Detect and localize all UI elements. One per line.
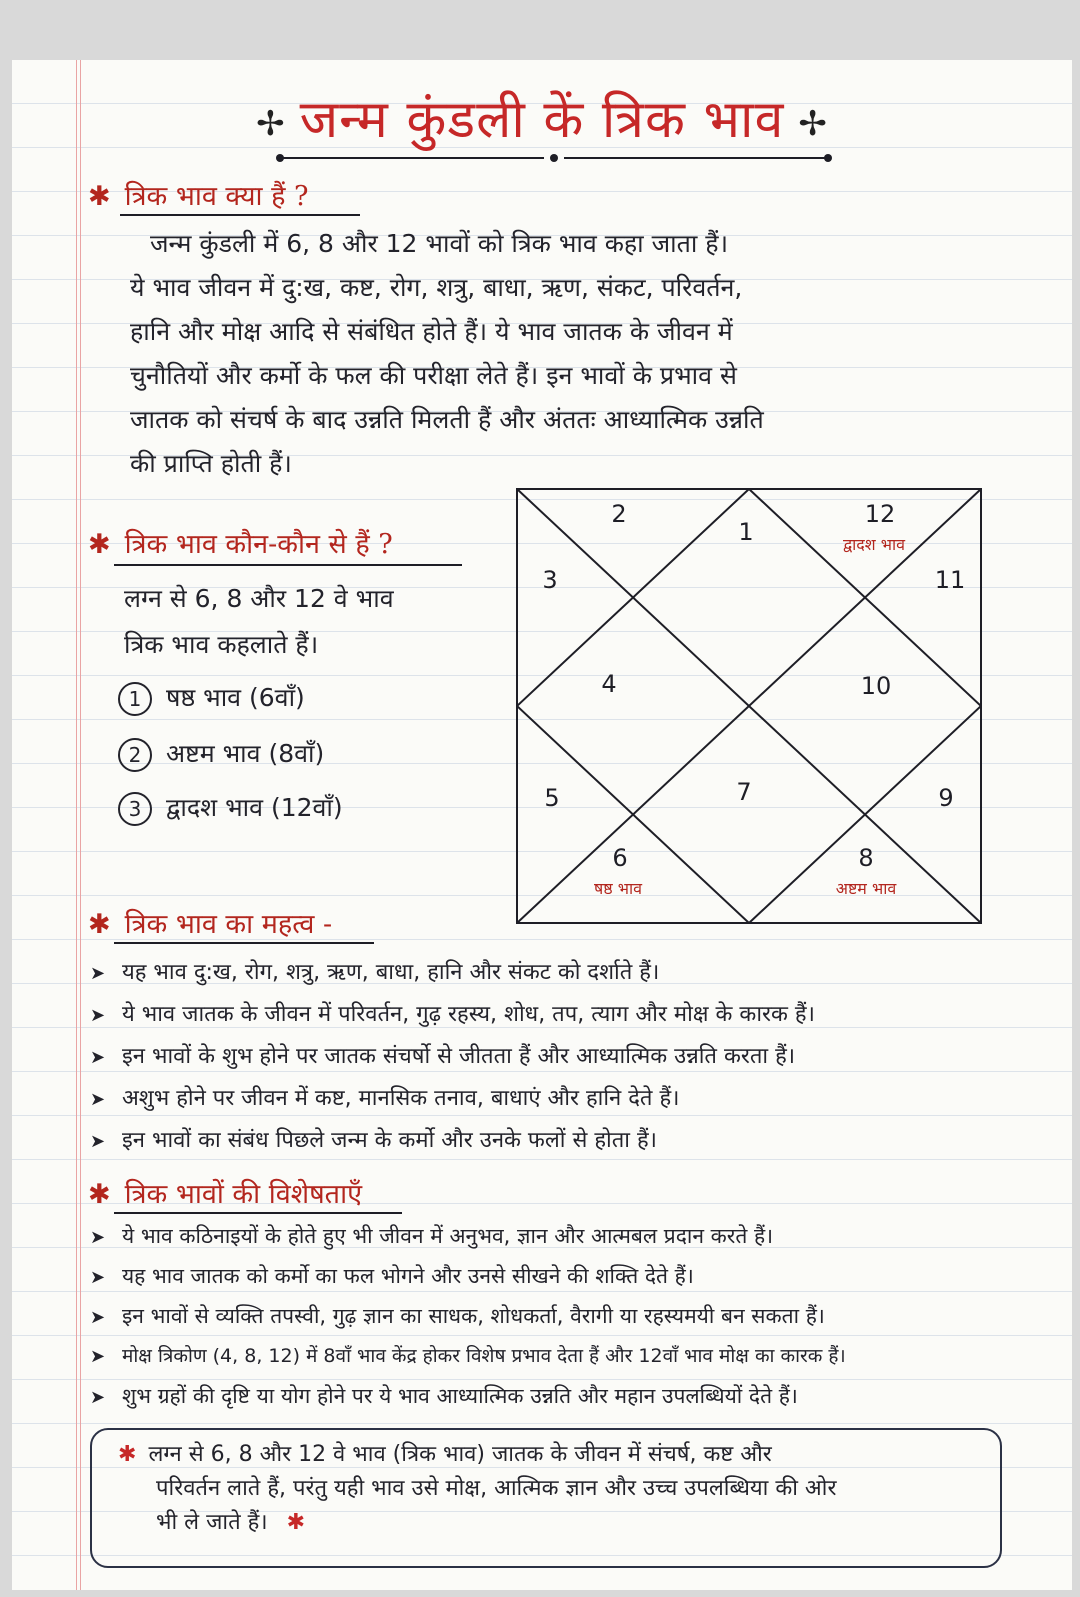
list-item xyxy=(90,1256,1050,1296)
house-8: 8 xyxy=(858,844,874,872)
house-4: 4 xyxy=(601,670,617,698)
list-item-text: इन भावों से व्यक्ति तपस्वी, गुढ़ ज्ञान का साधक, शोधकर्ता, वैरागी या रहस्यमयी बन सकता हैं। xyxy=(122,1304,825,1328)
star-icon: ✱ xyxy=(286,1510,306,1535)
list-item-text: यह भाव जातक को कर्मो का फल भोगने और उनसे सीखने की शक्ति देते हैं। xyxy=(122,1264,694,1288)
heading-text: त्रिक भाव क्या हैं ? xyxy=(124,181,309,212)
note-text: लग्न से 6, 8 और 12 वे भाव (त्रिक भाव) जातक के जीवन में संचर्ष, कष्ट और xyxy=(148,1442,772,1467)
section-heading-features xyxy=(88,1174,362,1211)
arrow-bullet-icon: ➤ xyxy=(90,1267,106,1288)
house-1: 1 xyxy=(738,518,754,546)
arrow-bullet-icon: ➤ xyxy=(90,1131,106,1152)
list-item xyxy=(90,994,1050,1036)
house-9: 9 xyxy=(938,784,954,812)
house-11: 11 xyxy=(934,566,966,594)
list-item xyxy=(90,1120,1050,1162)
arrow-bullet-icon: ➤ xyxy=(90,963,106,984)
list-item xyxy=(90,1376,1050,1416)
paragraph-line: ये भाव जीवन में दु:ख, कष्ट, रोग, शत्रु, बाधा, ऋण, संकट, परिवर्तन, xyxy=(130,273,743,302)
arrow-bullet-icon: ➤ xyxy=(90,1089,106,1110)
arrow-bullet-icon: ➤ xyxy=(90,1387,106,1408)
house-5: 5 xyxy=(544,784,560,812)
arrow-bullet-icon: ➤ xyxy=(90,1005,106,1026)
heading-underline xyxy=(114,1212,402,1214)
list-item-text: अष्टम भाव (8वाँ) xyxy=(166,739,325,768)
house-12-label: द्वादश भाव xyxy=(842,535,906,554)
star-icon: ✱ xyxy=(88,529,111,560)
house-6: 6 xyxy=(612,844,628,872)
page-title-text: जन्म कुंडली कें त्रिक भाव xyxy=(299,90,785,150)
intro-paragraph xyxy=(130,222,990,486)
house-6-label: षष्ठ भाव xyxy=(593,879,643,898)
title-underline xyxy=(274,152,834,164)
list-item-text: ये भाव कठिनाइयों के होते हुए भी जीवन में अनुभव, ज्ञान और आत्मबल प्रदान करते हैं। xyxy=(122,1224,774,1248)
intro-line: त्रिक भाव कहलाते हैं। xyxy=(124,630,319,659)
paragraph-line: जन्म कुंडली में 6, 8 और 12 भावों को त्रिक भाव कहा जाता हैं। xyxy=(150,229,729,258)
heading-text: त्रिक भाव कौन-कौन से हैं ? xyxy=(124,529,393,560)
heading-underline xyxy=(120,214,360,216)
list-item-text: शुभ ग्रहों की दृष्टि या योग होने पर ये भाव आध्यात्मिक उन्नति और महान उपलब्धियों देते हैं। xyxy=(122,1384,798,1408)
section-heading-what xyxy=(88,176,309,213)
list-item xyxy=(118,790,343,826)
notebook-page xyxy=(12,60,1072,1590)
house-10: 10 xyxy=(860,672,892,700)
paragraph-line: जातक को संचर्ष के बाद उन्नति मिलती हैं और अंततः आध्यात्मिक उन्नति xyxy=(130,405,764,434)
heading-text: त्रिक भावों की विशेषताएँ xyxy=(124,1179,362,1210)
list-item-text: यह भाव दु:ख, रोग, शत्रु, ऋण, बाधा, हानि और संकट को दर्शाते हैं। xyxy=(122,960,660,985)
note-line xyxy=(118,1438,976,1472)
list-item xyxy=(90,1036,1050,1078)
heading-text: त्रिक भाव का महत्व - xyxy=(124,909,333,940)
section-heading-importance xyxy=(88,904,332,941)
star-icon: ✱ xyxy=(88,1179,111,1210)
which-intro xyxy=(124,576,504,668)
list-item-text: अशुभ होने पर जीवन में कष्ट, मानसिक तनाव, बाधाएं और हानि देते हैं। xyxy=(122,1086,680,1111)
arrow-bullet-icon: ➤ xyxy=(90,1346,106,1367)
ornament-icon: ✢ xyxy=(798,103,828,144)
list-item-text: इन भावों का संबंध पिछले जन्म के कर्मो और उनके फलों से होता हैं। xyxy=(122,1128,657,1153)
list-item xyxy=(90,952,1050,994)
list-item xyxy=(90,1336,1050,1376)
list-item xyxy=(90,1296,1050,1336)
title-block xyxy=(12,82,1072,153)
number-circle: 2 xyxy=(118,738,152,772)
star-icon: ✱ xyxy=(88,909,111,940)
list-item xyxy=(118,680,305,716)
importance-list xyxy=(90,952,1050,1162)
margin-line xyxy=(76,60,77,1590)
list-item-text: द्वादश भाव (12वाँ) xyxy=(166,793,343,822)
paragraph-line: हानि और मोक्ष आदि से संबंधित होते हैं। ये भाव जातक के जीवन में xyxy=(130,317,733,346)
features-list xyxy=(90,1216,1050,1416)
house-7: 7 xyxy=(736,778,752,806)
list-item xyxy=(118,736,324,772)
ornament-icon: ✢ xyxy=(256,103,286,144)
paragraph-line: चुनौतियों और कर्मो के फल की परीक्षा लेते हैं। इन भावों के प्रभाव से xyxy=(130,361,737,390)
number-circle: 1 xyxy=(118,682,152,716)
star-icon: ✱ xyxy=(88,181,111,212)
star-icon: ✱ xyxy=(118,1442,137,1467)
house-8-label: अष्टम भाव xyxy=(835,879,897,898)
page-title xyxy=(242,82,842,153)
summary-note xyxy=(90,1428,1002,1568)
list-item-text: इन भावों के शुभ होने पर जातक संचर्षो से जीतता हैं और आध्यात्मिक उन्नति करता हैं। xyxy=(122,1044,796,1069)
heading-underline xyxy=(114,942,374,944)
list-item-text: ये भाव जातक के जीवन में परिवर्तन, गुढ़ रहस्य, शोध, तप, त्याग और मोक्ष के कारक हैं। xyxy=(122,1002,815,1027)
note-text: भी ले जाते हैं। xyxy=(156,1510,268,1535)
number-circle: 3 xyxy=(118,792,152,826)
house-2: 2 xyxy=(611,500,627,528)
note-line xyxy=(118,1506,976,1540)
list-item-text: मोक्ष त्रिकोण (4, 8, 12) में 8वाँ भाव केंद्र होकर विशेष प्रभाव देता हैं और 12वाँ भाव मोक्ष का कारक हैं। xyxy=(122,1345,846,1367)
list-item xyxy=(90,1216,1050,1256)
heading-underline xyxy=(114,564,462,566)
arrow-bullet-icon: ➤ xyxy=(90,1227,106,1248)
arrow-bullet-icon: ➤ xyxy=(90,1047,106,1068)
note-line: परिवर्तन लाते हैं, परंतु यही भाव उसे मोक्ष, आत्मिक ज्ञान और उच्च उपलब्धिया की ओर xyxy=(156,1476,837,1501)
intro-line: लग्न से 6, 8 और 12 वे भाव xyxy=(124,584,394,613)
house-3: 3 xyxy=(542,566,558,594)
margin-line xyxy=(80,60,81,1590)
list-item xyxy=(90,1078,1050,1120)
section-heading-which xyxy=(88,524,393,561)
paragraph-line: की प्राप्ति होती हैं। xyxy=(130,449,292,478)
house-12: 12 xyxy=(864,500,896,528)
list-item-text: षष्ठ भाव (6वाँ) xyxy=(166,683,305,712)
arrow-bullet-icon: ➤ xyxy=(90,1307,106,1328)
kundli-chart xyxy=(516,488,982,924)
